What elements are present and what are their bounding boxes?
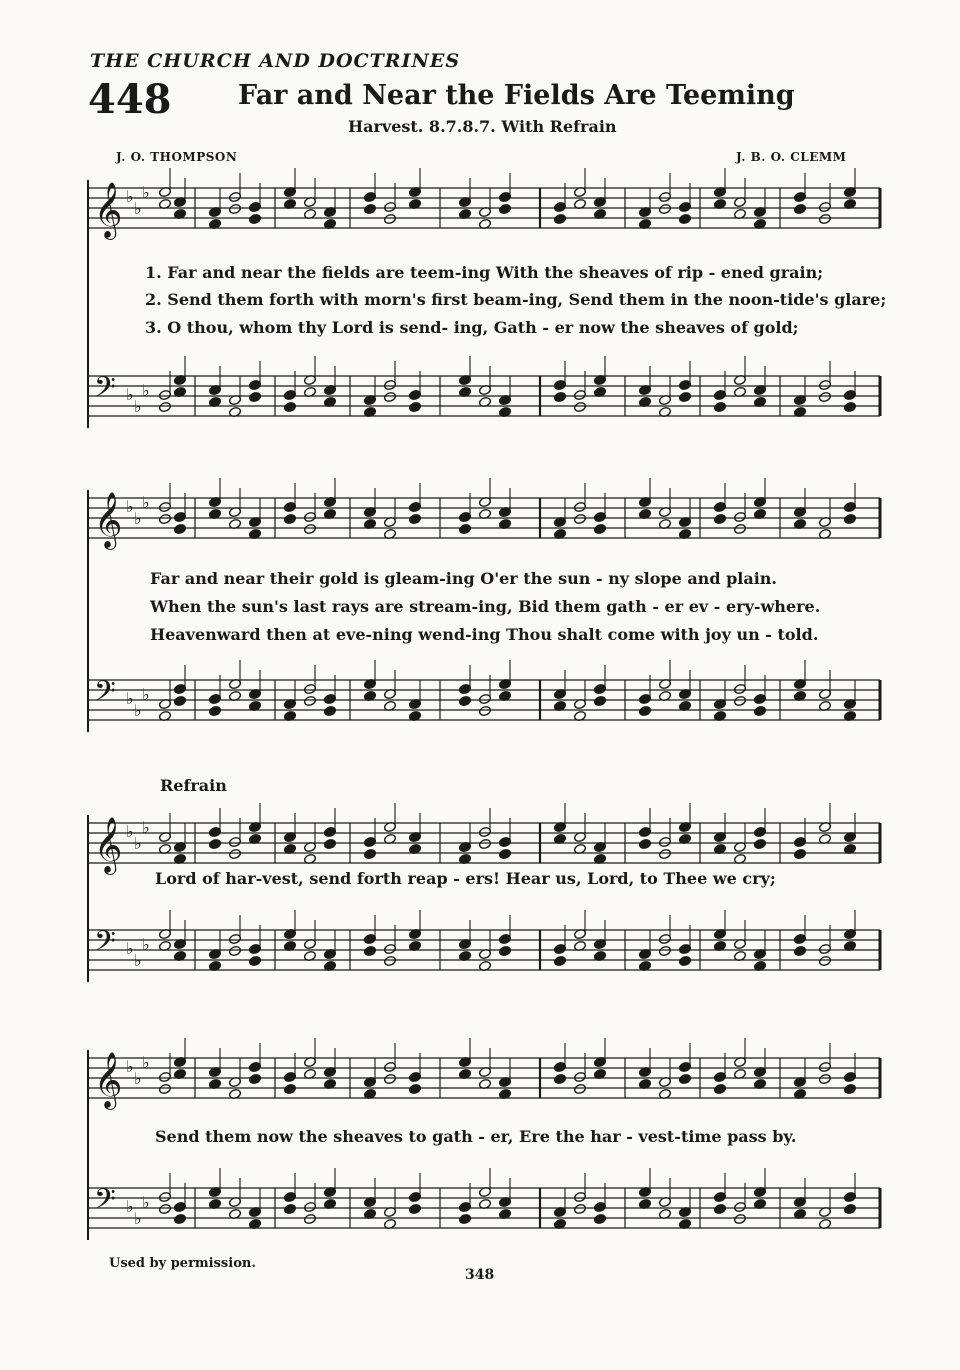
svg-text:♭: ♭ <box>134 199 142 218</box>
svg-text:♭: ♭ <box>142 381 150 400</box>
music-system-4-bass <box>80 1180 890 1330</box>
permission-note: Used by permission. <box>109 1256 256 1271</box>
svg-text:♭: ♭ <box>126 1057 134 1076</box>
svg-text:𝄞: 𝄞 <box>94 817 123 873</box>
hymn-number: 448 <box>88 76 172 123</box>
refrain-label: Refrain <box>160 776 227 795</box>
hymn-title: Far and Near the Fields Are Teeming <box>238 80 795 111</box>
svg-text:♭: ♭ <box>134 951 142 970</box>
tune-name: Harvest. 8.7.8.7. With Refrain <box>348 117 617 136</box>
svg-text:♭: ♭ <box>126 939 134 958</box>
svg-text:♭: ♭ <box>142 1193 150 1212</box>
svg-text:♭: ♭ <box>142 935 150 954</box>
page-number: 348 <box>465 1267 495 1283</box>
composer-credit: J. B. O. CLEMM <box>736 150 847 164</box>
bass-staff <box>80 672 890 732</box>
svg-text:♭: ♭ <box>142 183 150 202</box>
svg-text:𝄢: 𝄢 <box>94 1183 116 1223</box>
section-heading: THE CHURCH AND DOCTRINES <box>90 50 461 72</box>
svg-text:𝄞: 𝄞 <box>94 492 123 548</box>
lyric-line-2-3: Heavenward then at eve-ning wend-ing Thou shalt come with joy un - told. <box>150 625 819 644</box>
lyric-line-2-2: When the sun's last rays are stream-ing, Bid them gath - er ev - ery-where. <box>150 597 821 616</box>
lyric-line-1-3: 3. O thou, whom thy Lord is send- ing, Gath - er now the sheaves of gold; <box>145 318 799 337</box>
svg-text:𝄞: 𝄞 <box>94 1052 123 1108</box>
svg-text:♭: ♭ <box>126 1197 134 1216</box>
lyric-line-4-1: Send them now the sheaves to gath - er, Ere the har - vest-time pass by. <box>155 1127 797 1146</box>
svg-text:♭: ♭ <box>142 818 150 837</box>
svg-text:♭: ♭ <box>134 1209 142 1228</box>
music-system-2-bass <box>80 672 890 822</box>
svg-text:♭: ♭ <box>126 497 134 516</box>
music-system-4 <box>80 1050 890 1200</box>
svg-text:♭: ♭ <box>142 493 150 512</box>
svg-text:𝄢: 𝄢 <box>94 675 116 715</box>
svg-text:♭: ♭ <box>134 1069 142 1088</box>
svg-text:♭: ♭ <box>142 1053 150 1072</box>
svg-text:♭: ♭ <box>134 701 142 720</box>
svg-text:♭: ♭ <box>126 385 134 404</box>
lyricist-credit: J. O. THOMPSON <box>116 150 238 164</box>
bass-staff <box>80 1180 890 1240</box>
lyric-line-3-1: Lord of har-vest, send forth reap - ers! Hear us, Lord, to Thee we cry; <box>155 869 776 888</box>
bass-staff <box>80 368 890 428</box>
treble-staff <box>80 490 890 550</box>
lyric-line-1-2: 2. Send them forth with morn's first beam-ing, Send them in the noon-tide's glare; <box>145 290 887 309</box>
lyric-line-2-1: Far and near their gold is gleam-ing O'er the sun - ny slope and plain. <box>150 569 777 588</box>
treble-staff <box>80 1050 890 1110</box>
svg-text:𝄢: 𝄢 <box>94 925 116 965</box>
svg-text:♭: ♭ <box>126 689 134 708</box>
svg-text:♭: ♭ <box>134 834 142 853</box>
treble-staff <box>80 815 890 875</box>
treble-staff <box>80 180 890 240</box>
svg-text:♭: ♭ <box>142 685 150 704</box>
lyric-line-1-1: 1. Far and near the fields are teem-ing With the sheaves of rip - ened grain; <box>145 263 824 282</box>
svg-text:𝄞: 𝄞 <box>94 182 123 238</box>
svg-text:♭: ♭ <box>126 187 134 206</box>
bass-staff <box>80 922 890 982</box>
svg-text:♭: ♭ <box>134 397 142 416</box>
svg-text:♭: ♭ <box>134 509 142 528</box>
music-system-2 <box>80 490 890 640</box>
svg-text:♭: ♭ <box>126 822 134 841</box>
svg-text:𝄢: 𝄢 <box>94 371 116 411</box>
